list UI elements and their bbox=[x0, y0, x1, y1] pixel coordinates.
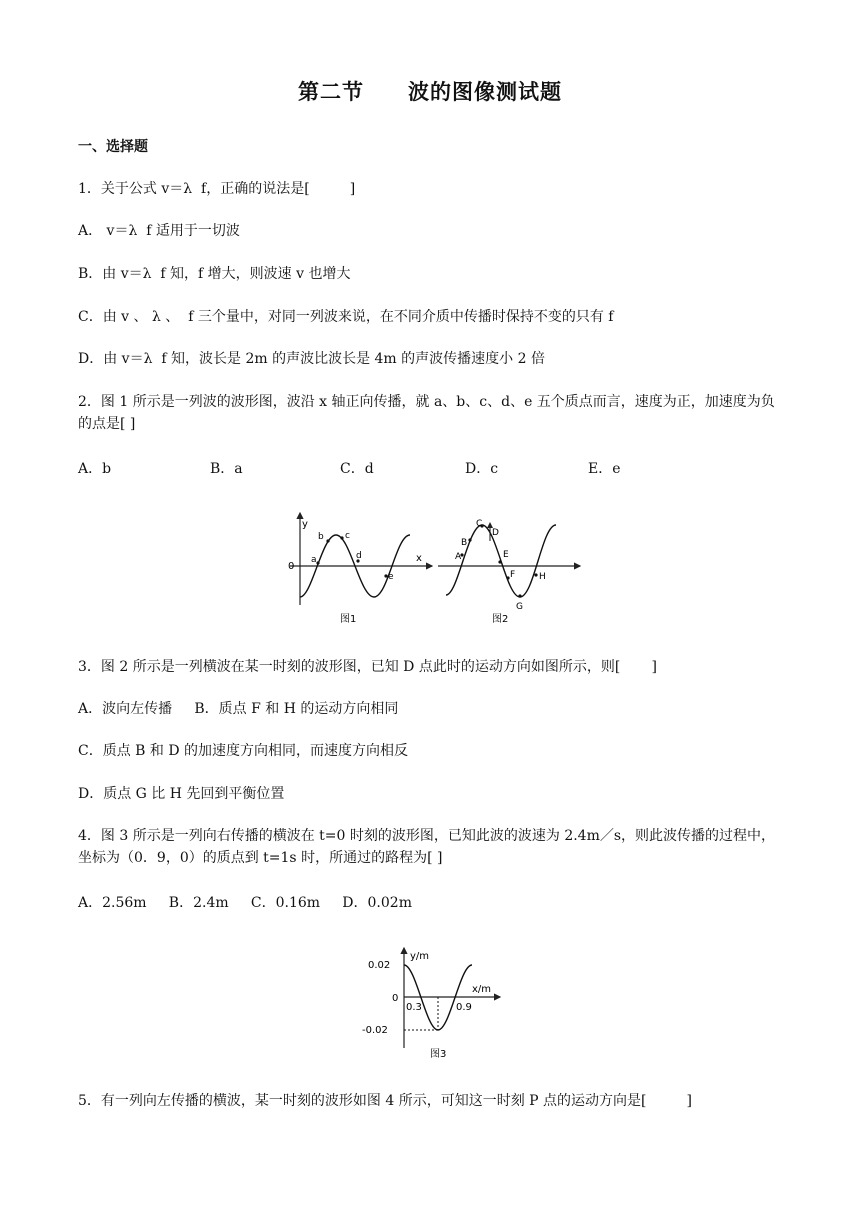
figure-3-y-top: 0.02 bbox=[368, 960, 391, 971]
question-3-option-c: C．质点 B 和 D 的加速度方向相同，而速度方向相反 bbox=[78, 743, 409, 759]
figure-1-point-c: c bbox=[345, 531, 350, 541]
question-3-stem: 3．图 2 所示是一列横波在某一时刻的波形图，已知 D 点此时的运动方向如图所示，则[ ] bbox=[78, 659, 657, 675]
figure-1-caption: 图1 bbox=[340, 614, 357, 625]
figure-3-caption: 图3 bbox=[430, 1049, 447, 1060]
question-1-option-b: B．由 v＝λ f 知，f 增大，则波速 v 也增大 bbox=[78, 266, 351, 282]
figure-1-x-label: x bbox=[416, 553, 422, 564]
figure-2-point-E: E bbox=[503, 550, 509, 560]
figure-3-origin: 0 bbox=[392, 993, 399, 1004]
figure-2-point-C: C bbox=[476, 519, 483, 529]
figure-1-origin: 0 bbox=[288, 561, 295, 572]
question-1-option-d: D．由 v＝λ f 知，波长是 2m 的声波比波长是 4m 的声波传播速度小 2 倍 bbox=[78, 351, 545, 367]
figure-2 bbox=[438, 519, 580, 625]
question-5-stem: 5．有一列向左传播的横波，某一时刻的波形如图 4 所示，可知这一时刻 P 点的运动方向是[ ] bbox=[78, 1093, 693, 1109]
figure-3-y-bottom: -0.02 bbox=[362, 1025, 388, 1036]
figure-1 bbox=[288, 513, 432, 625]
figure-1-point-d: d bbox=[356, 551, 362, 561]
figure-3-x-label: x/m bbox=[472, 984, 492, 995]
question-2-option-d: D．c bbox=[465, 461, 499, 477]
figure-1-2 bbox=[282, 505, 587, 630]
question-1-option-a: A． v＝λ f 适用于一切波 bbox=[78, 223, 240, 239]
figure-3-x-tick-2: 0.9 bbox=[456, 1002, 472, 1013]
question-2-option-a: A．b bbox=[78, 461, 112, 477]
figure-2-point-D: D bbox=[492, 528, 499, 538]
figure-1-point-a: a bbox=[311, 555, 317, 565]
figure-2-point-H: H bbox=[539, 572, 546, 582]
page-title: 第二节 波的图像测试题 bbox=[298, 80, 562, 104]
figure-3-y-label: y/m bbox=[410, 951, 430, 962]
question-2-stem: 2．图 1 所示是一列波的波形图，波沿 x 轴正向传播，就 a、b、c、d、e 五个质点而言，速度为正，加速度为负的点是[ ] bbox=[78, 394, 775, 432]
figure-2-point-B: B bbox=[461, 538, 468, 548]
question-4-options: A．2.56m B．2.4m C．0.16m D．0.02m bbox=[78, 895, 412, 911]
question-2-option-e: E．e bbox=[588, 461, 621, 477]
question-3-option-d: D．质点 G 比 H 先回到平衡位置 bbox=[78, 786, 285, 802]
figure-3 bbox=[360, 944, 510, 1064]
figure-1-y-label: y bbox=[302, 519, 308, 530]
question-2-option-c: C．d bbox=[340, 461, 374, 477]
figure-2-point-F: F bbox=[510, 570, 516, 580]
question-1-stem: 1．关于公式 v＝λ f，正确的说法是[ ] bbox=[78, 181, 356, 197]
figure-1-point-e: e bbox=[388, 572, 394, 582]
question-4-stem: 4．图 3 所示是一列向右传播的横波在 t=0 时刻的波形图，已知此波的波速为 2.4m／s，则此波传播的过程中，坐标为（0．9，0）的质点到 t=1s 时，所通过的路程为[ ] bbox=[78, 828, 776, 866]
figure-2-caption: 图2 bbox=[492, 614, 509, 625]
question-1-option-c: C．由 v 、 λ 、 f 三个量中，对同一列波来说，在不同介质中传播时保持不变的只有 f bbox=[78, 309, 614, 325]
section-heading: 一、选择题 bbox=[78, 139, 148, 155]
figure-2-point-A: A bbox=[455, 552, 462, 562]
figure-2-point-G: G bbox=[516, 602, 523, 612]
question-2-option-b: B．a bbox=[210, 461, 243, 477]
question-3-options-ab: A．波向左传播 B．质点 F 和 H 的运动方向相同 bbox=[78, 701, 399, 717]
figure-1-point-b: b bbox=[318, 532, 324, 542]
figure-3-x-tick-1: 0.3 bbox=[406, 1002, 422, 1013]
